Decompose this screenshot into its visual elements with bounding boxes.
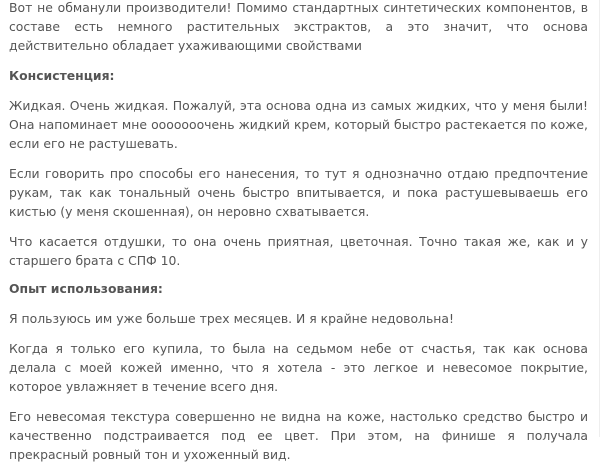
heading-experience: Опыт использования: bbox=[9, 281, 163, 296]
heading-consistency: Консистенция: bbox=[9, 68, 115, 83]
first-impression-paragraph: Когда я только его купила, то была на седьмом небе от счастья, так как основа делала с моей кожей именно, что я хотела - это легкое и невесомое покрытие, которое увлажняет в течение всего дня. bbox=[9, 341, 588, 394]
application-paragraph: Если говорить про способы его нанесения, то тут я однозначно отдаю предпочтение рукам, так как тональный очень быстро впитывается, и пока растушевываешь его кистью (у меня скошенная), он неровно схватывается. bbox=[9, 166, 588, 219]
usage-duration-paragraph: Я пользуюсь им уже больше трех месяцев. И я крайне недовольна! bbox=[9, 311, 454, 326]
texture-paragraph: Его невесомая текстура совершенно не видна на коже, настолько средство быстро и качественно подстраивается под ее цвет. При этом, на финише я получала прекрасный ровный тон и ухоженный вид. bbox=[9, 409, 588, 462]
consistency-paragraph: Жидкая. Очень жидкая. Пожалуй, эта основа одна из самых жидких, что у меня были! Она напоминает мне ооооооочень жидкий крем, который быстро растекается по коже, если его не растушевать. bbox=[9, 98, 588, 151]
intro-paragraph: Вот не обманули производители! Помимо стандартных синтетических компонентов, в составе есть немного растительных экстрактов, а это значит, что основа действительно обладает ухаживающими свойствами bbox=[9, 0, 588, 53]
fragrance-paragraph: Что касается отдушки, то она очень приятная, цветочная. Точно такая же, как и у старшего брата с СПФ 10. bbox=[9, 234, 588, 268]
